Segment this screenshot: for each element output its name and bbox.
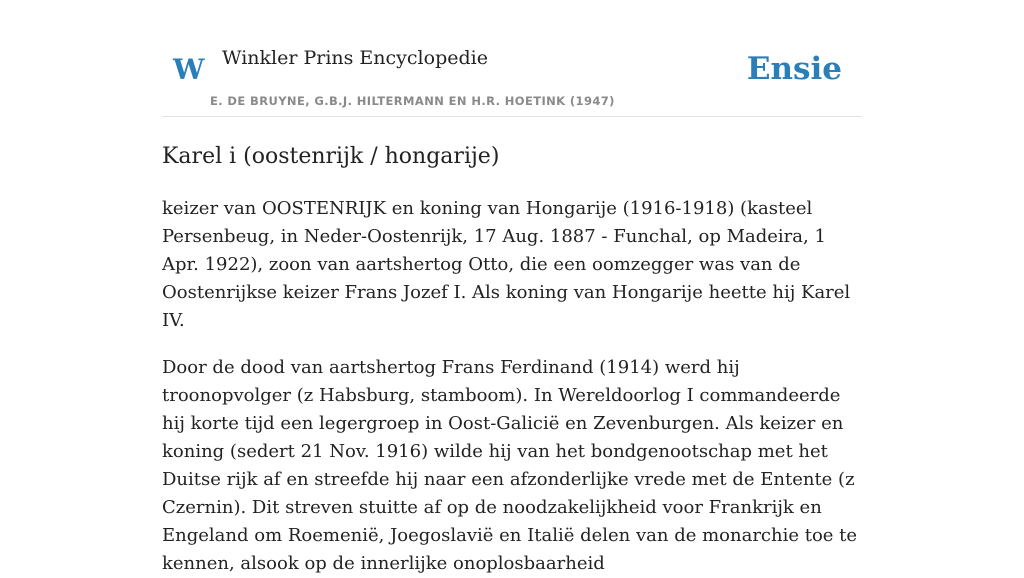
- article-paragraph: Door de dood van aartshertog Frans Ferdinand (1914) werd hij troonopvolger (z Habsburg, stamboom). In Wereldoorlog I commandeerde hij korte tijd een legergroep in Oost-Galicië en Zevenburgen. Als keizer en koning (sedert 21 Nov. 1916) wilde hij van het bondgenootschap met het Duitse rijk af en streefde hij naar een afzonderlijke vrede met de Entente (z Czernin). Dit streven stuitte af op de noodzakelijkheid voor Frankrijk en Engeland om Roemenië, Joegoslavië en Italië delen van de monarchie toe te kennen, alsook op de innerlijke onoplosbaarheid: [162, 357, 858, 574]
- source-header: [162, 0, 862, 117]
- ensie-brand-logo[interactable]: Ensie: [746, 51, 842, 87]
- winkler-prins-logo-icon[interactable]: W: [173, 53, 205, 86]
- source-authors: E. DE BRUYNE, G.B.J. HILTERMANN EN H.R. HOETINK (1947): [210, 94, 615, 108]
- source-title[interactable]: Winkler Prins Encyclopedie: [222, 47, 488, 69]
- article-title: Karel i (oostenrijk / hongarije): [162, 144, 500, 169]
- article-container: [162, 0, 862, 578]
- article-paragraph: keizer van OOSTENRIJK en koning van Hongarije (1916-1918) (kasteel Persenbeug, in Neder-Oostenrijk, 17 Aug. 1887 - Funchal, op Madeira, 1 Apr. 1922), zoon van aartshertog Otto, die een oomzegger was van de Oostenrijkse keizer Frans Jozef I. Als koning van Hongarije heette hij Karel IV.: [162, 198, 851, 331]
